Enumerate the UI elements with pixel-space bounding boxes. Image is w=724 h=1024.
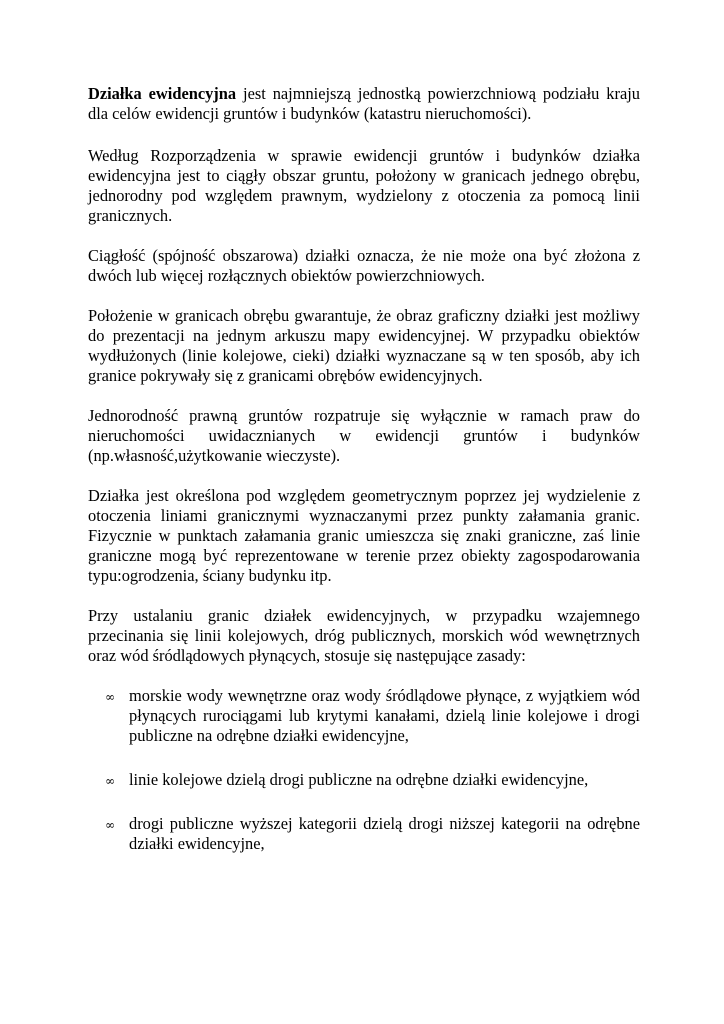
paragraph-location: Położenie w granicach obrębu gwarantuje, że obraz graficzny działki jest możliwy do prezentacji na jednym arkuszu mapy ewidencyjnej. W przypadku obiektów wydłużonych (linie kolejowe, cieki) działki wyznaczane są w ten sposób, aby ich granice pokrywały się z granicami obrębów ewidencyjnych.	[88, 306, 640, 385]
document-body	[88, 84, 640, 878]
intro-paragraph	[88, 84, 640, 124]
infinity-bullet-icon: ∞	[105, 818, 115, 832]
rules-list	[88, 686, 640, 854]
list-item-text: linie kolejowe dzielą drogi publiczne na odrębne działki ewidencyjne,	[129, 770, 589, 789]
intro-text: jest najmniejszą jednostką powierzchniową podziału kraju dla celów ewidencji gruntów i budynków (katastru nieruchomości).	[88, 84, 640, 123]
paragraph-continuity: Ciągłość (spójność obszarowa) działki oznacza, że nie może ona być złożona z dwóch lub więcej rozłącznych obiektów powierzchniowych.	[88, 246, 640, 285]
intro-lead-term: Działka ewidencyjna	[88, 84, 237, 103]
paragraph-geometry: Działka jest określona pod względem geometrycznym poprzez jej wydzielenie z otoczenia liniami granicznymi wyznaczanymi przez punkty załamania granic. Fizycznie w punktach załamania granic umieszcza się znaki graniczne, zaś linie graniczne mogą być reprezentowane w terenie przez obiekty zagospodarowania typu:ogrodzenia, ściany budynku itp.	[88, 486, 640, 585]
infinity-bullet-icon: ∞	[105, 690, 115, 704]
list-item	[88, 814, 640, 854]
list-item	[88, 686, 640, 746]
paragraph-definition: Według Rozporządzenia w sprawie ewidencji gruntów i budynków działka ewidencyjna jest to ciągły obszar gruntu, położony w granicach jednego obrębu, jednorodny pod względem prawnym, wydzielony z otoczenia za pomocą linii granicznych.	[88, 146, 640, 225]
infinity-bullet-icon: ∞	[105, 774, 115, 788]
list-item	[88, 770, 640, 790]
paragraph-rules-intro: Przy ustalaniu granic działek ewidencyjnych, w przypadku wzajemnego przecinania się linii kolejowych, dróg publicznych, morskich wód wewnętrznych oraz wód śródlądowych płynących, stosuje się następujące zasady:	[88, 606, 640, 665]
paragraph-legal-uniformity: Jednorodność prawną gruntów rozpatruje się wyłącznie w ramach praw do nieruchomości uwidacznianych w ewidencji gruntów i budynków (np.własność,użytkowanie wieczyste).	[88, 406, 640, 465]
list-item-text: morskie wody wewnętrzne oraz wody śródlądowe płynące, z wyjątkiem wód płynących rurociągami lub krytymi kanałami, dzielą linie kolejowe i drogi publiczne na odrębne działki ewidencyjne,	[129, 686, 640, 745]
list-item-text: drogi publiczne wyższej kategorii dzielą drogi niższej kategorii na odrębne działki ewidencyjne,	[129, 814, 640, 853]
